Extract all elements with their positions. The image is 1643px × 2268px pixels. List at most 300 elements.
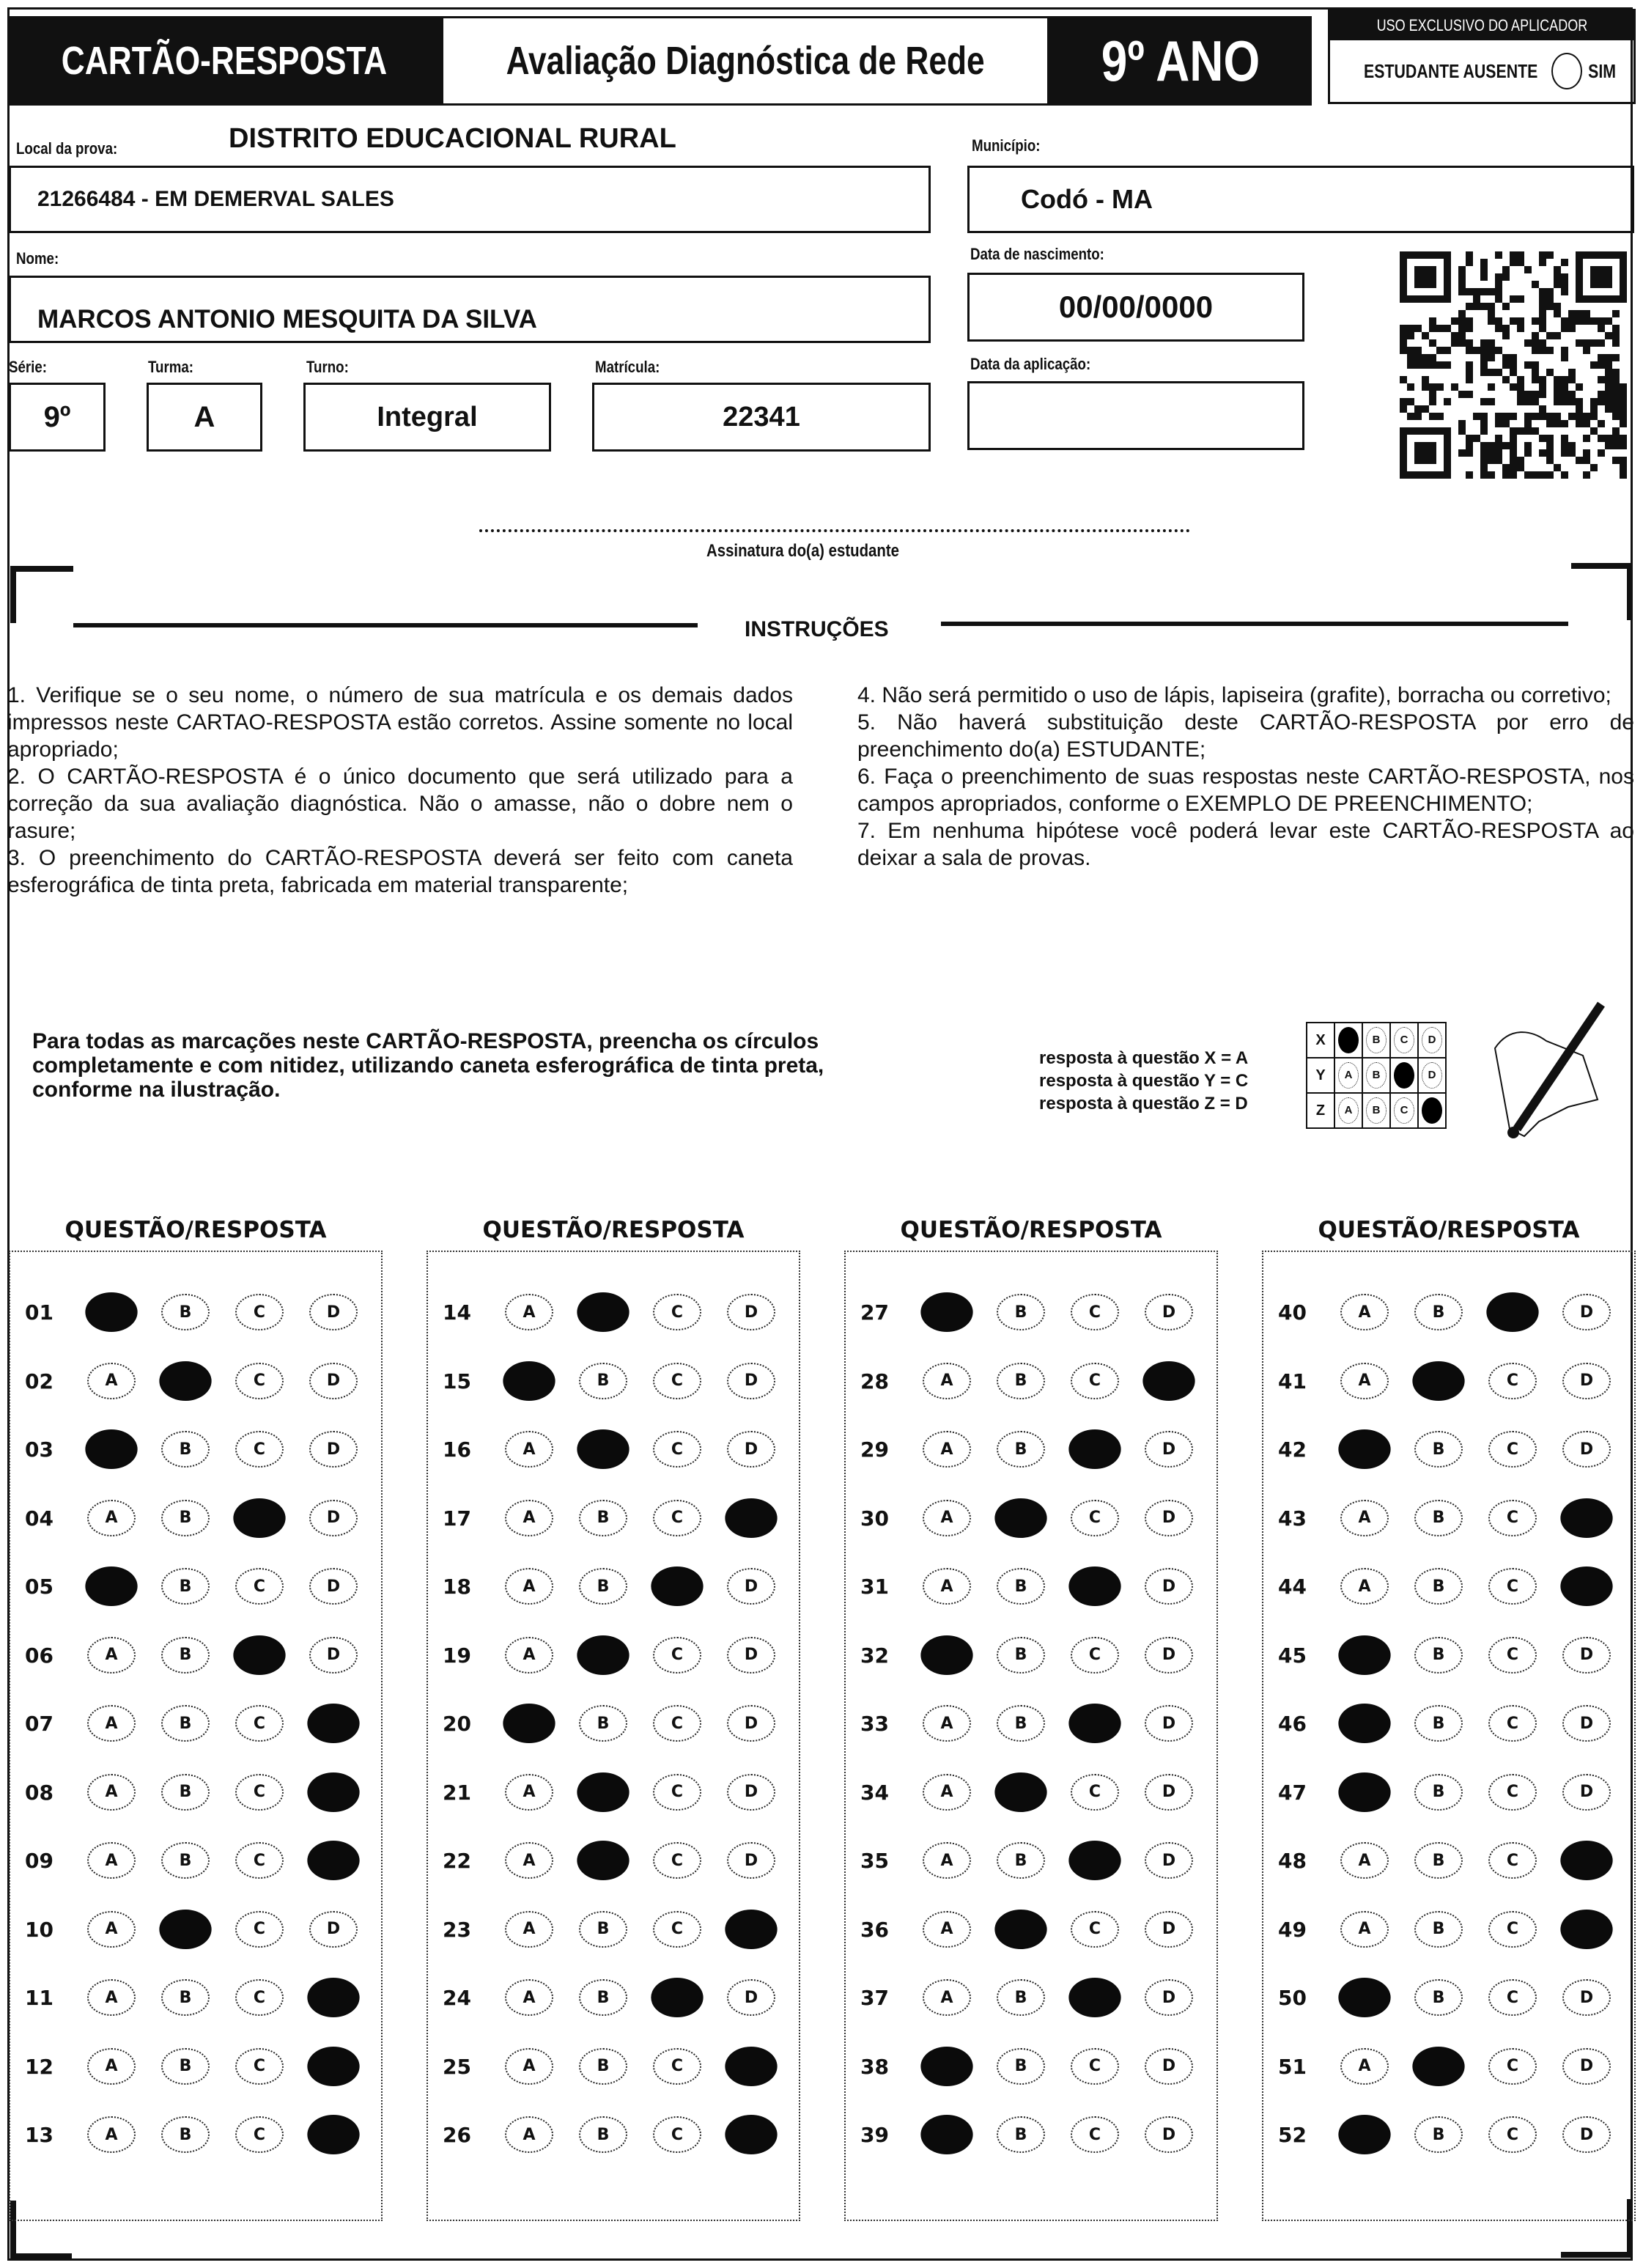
answer-bubble-d[interactable] — [307, 1772, 359, 1812]
evaluation-title-box — [441, 16, 1049, 106]
answer-bubble-c[interactable]: C — [235, 1431, 284, 1468]
answer-bubble-c[interactable]: C — [1488, 2116, 1537, 2153]
answer-bubble-b[interactable]: B — [161, 1774, 210, 1811]
answer-bubble-c[interactable]: C — [235, 1911, 284, 1948]
question-number: 40 — [1278, 1300, 1307, 1325]
question-number: 31 — [860, 1575, 889, 1599]
grade-label: 9º ANO — [1101, 28, 1260, 93]
answer-bubble-a[interactable] — [1338, 1635, 1390, 1675]
answer-bubble-d[interactable] — [1560, 1566, 1612, 1606]
question-number: 51 — [1278, 2054, 1307, 2079]
answer-bubble-b[interactable]: B — [161, 1979, 210, 2016]
answer-bubble-d[interactable]: D — [1145, 2048, 1193, 2085]
answer-bubble-d[interactable] — [1560, 1841, 1612, 1880]
absent-option-label: SIM — [1587, 59, 1616, 82]
answer-bubble-c[interactable]: C — [1488, 1705, 1537, 1742]
answer-bubble-d[interactable]: D — [1145, 1431, 1193, 1468]
answer-bubble-c[interactable]: C — [1488, 1637, 1537, 1674]
answer-bubble-d[interactable] — [307, 1704, 359, 1743]
answer-bubble-b[interactable]: B — [1414, 1774, 1463, 1811]
answer-bubble-c[interactable] — [1068, 1978, 1120, 2017]
turno-label: Turno: — [306, 358, 349, 376]
answer-bubble-d[interactable] — [1560, 1498, 1612, 1538]
municipio-label: Município: — [972, 136, 1041, 155]
answer-bubble-c[interactable]: C — [653, 1705, 701, 1742]
instructions-title: INSTRUÇÕES — [745, 617, 889, 641]
answer-bubble-b[interactable]: B — [997, 1842, 1045, 1879]
answer-bubble-d[interactable]: D — [1562, 2116, 1611, 2153]
answer-bubble-c[interactable]: C — [1071, 1363, 1119, 1399]
answer-bubble-c[interactable]: C — [1488, 1431, 1537, 1468]
answer-bubble-d[interactable]: D — [1145, 1979, 1193, 2016]
answer-bubble-b[interactable]: B — [1414, 1842, 1463, 1879]
question-number: 21 — [443, 1780, 471, 1805]
answer-row — [10, 1493, 381, 1544]
answer-bubble-a[interactable]: A — [923, 1705, 971, 1742]
answer-bubble-b[interactable]: B — [161, 1568, 210, 1605]
question-number: 05 — [25, 1575, 53, 1599]
answer-bubble-a[interactable]: A — [87, 1774, 136, 1811]
answer-bubble-a[interactable]: A — [923, 1363, 971, 1399]
example-bubble: B — [1366, 1027, 1387, 1053]
example-cell — [1418, 1093, 1446, 1128]
answer-bubble-c[interactable]: C — [1488, 1568, 1537, 1605]
answer-row — [428, 2041, 799, 2093]
corner-mark-bottom-left — [10, 2253, 72, 2259]
answer-row — [846, 1287, 1216, 1339]
question-number: 52 — [1278, 2123, 1307, 2147]
answer-bubble-c[interactable]: C — [1488, 1774, 1537, 1811]
question-number: 26 — [443, 2123, 471, 2147]
answer-bubble-b[interactable] — [1412, 2047, 1464, 2086]
answer-bubble-a[interactable]: A — [923, 1774, 971, 1811]
answer-bubble-a[interactable] — [1338, 1978, 1390, 2017]
answer-bubble-a[interactable]: A — [1340, 1911, 1389, 1948]
answer-bubble-a[interactable]: A — [1340, 1294, 1389, 1330]
question-number: 23 — [443, 1917, 471, 1942]
answer-row — [846, 1836, 1216, 1887]
answer-row — [846, 1904, 1216, 1956]
answer-row — [846, 1973, 1216, 2024]
answer-bubble-a[interactable]: A — [505, 2116, 553, 2153]
answer-bubble-b[interactable]: B — [997, 1637, 1045, 1674]
answer-bubble-b[interactable]: B — [161, 1500, 210, 1536]
serie-field: 9º — [9, 383, 106, 452]
answer-bubble-c[interactable]: C — [235, 1979, 284, 2016]
answer-bubble-c[interactable]: C — [653, 1774, 701, 1811]
answer-bubble-a[interactable]: A — [505, 1911, 553, 1948]
answer-bubble-b[interactable]: B — [1414, 1294, 1463, 1330]
answer-bubble-b[interactable]: B — [997, 2116, 1045, 2153]
instruction-item: 4. Não será permitido o uso de lápis, lapiseira (grafite), borracha ou corretivo; — [857, 683, 1611, 707]
absent-label: ESTUDANTE AUSENTE — [1364, 59, 1538, 82]
answer-bubble-d[interactable]: D — [727, 1363, 775, 1399]
answer-bubble-a[interactable]: A — [87, 1911, 136, 1948]
question-number: 39 — [860, 2123, 889, 2147]
answer-bubble-d[interactable]: D — [309, 1500, 358, 1536]
answer-bubble-d[interactable]: D — [309, 1363, 358, 1399]
answer-bubble-a[interactable] — [920, 1292, 972, 1332]
answer-bubble-d[interactable]: D — [1145, 1637, 1193, 1674]
answer-bubble-b[interactable]: B — [161, 1294, 210, 1330]
answer-bubble-c[interactable]: C — [1071, 1637, 1119, 1674]
answer-bubble-a[interactable]: A — [923, 1911, 971, 1948]
answer-bubble-b[interactable]: B — [1414, 1979, 1463, 2016]
example-bubble: D — [1422, 1027, 1442, 1053]
answer-bubble-a[interactable]: A — [923, 1431, 971, 1468]
answer-bubble-b[interactable]: B — [997, 1431, 1045, 1468]
absent-checkbox[interactable] — [1551, 53, 1582, 89]
answer-bubble-c[interactable]: C — [653, 1500, 701, 1536]
answer-bubble-a[interactable] — [1338, 2115, 1390, 2154]
answer-bubble-d[interactable]: D — [1145, 2116, 1193, 2153]
answer-bubble-c[interactable]: C — [1488, 1911, 1537, 1948]
answer-bubble-b[interactable]: B — [161, 1637, 210, 1674]
answer-bubble-a[interactable] — [920, 2047, 972, 2086]
example-cell — [1390, 1058, 1418, 1093]
answer-bubble-b[interactable]: B — [1414, 1705, 1463, 1742]
answer-bubble-b[interactable]: B — [1414, 2116, 1463, 2153]
answer-bubble-a[interactable]: A — [87, 1979, 136, 2016]
question-number: 19 — [443, 1643, 471, 1668]
signature-line[interactable] — [479, 529, 1190, 532]
answer-bubble-a[interactable]: A — [1340, 1363, 1389, 1399]
answer-bubble-d[interactable]: D — [1145, 1911, 1193, 1948]
answer-row — [10, 1973, 381, 2024]
answer-bubble-c[interactable]: C — [1071, 1294, 1119, 1330]
answer-bubble-a[interactable] — [1338, 1429, 1390, 1469]
answer-bubble-d[interactable]: D — [1145, 1500, 1193, 1536]
answer-bubble-b[interactable]: B — [1414, 1500, 1463, 1536]
answer-bubble-a[interactable]: A — [1340, 2048, 1389, 2085]
question-number: 37 — [860, 1986, 889, 2010]
answer-bubble-a[interactable]: A — [87, 1363, 136, 1399]
answer-bubble-d[interactable]: D — [1562, 1774, 1611, 1811]
answer-bubble-b[interactable]: B — [161, 2116, 210, 2153]
answer-bubble-c[interactable]: C — [235, 1294, 284, 1330]
answer-bubble-b[interactable]: B — [579, 1500, 627, 1536]
answer-bubble-a[interactable]: A — [505, 1637, 553, 1674]
answer-bubble-c[interactable]: C — [235, 2048, 284, 2085]
answer-bubble-b[interactable]: B — [997, 1363, 1045, 1399]
answer-bubble-b[interactable]: B — [1414, 1637, 1463, 1674]
example-row-label: X — [1307, 1023, 1334, 1058]
answer-row — [846, 1630, 1216, 1682]
answer-bubble-d[interactable] — [307, 1978, 359, 2017]
question-number: 24 — [443, 1986, 471, 2010]
answer-bubble-d[interactable]: D — [309, 1294, 358, 1330]
corner-mark-top-right — [1571, 563, 1633, 569]
answer-bubble-c[interactable]: C — [653, 1363, 701, 1399]
answer-bubble-a[interactable]: A — [87, 1637, 136, 1674]
answer-bubble-c[interactable] — [651, 1978, 703, 2017]
answer-bubble-c[interactable]: C — [235, 1705, 284, 1742]
answer-bubble-d[interactable]: D — [1145, 1568, 1193, 1605]
answer-bubble-d[interactable]: D — [727, 1979, 775, 2016]
aplicacao-label: Data da aplicação: — [970, 355, 1091, 373]
question-number: 01 — [25, 1300, 53, 1325]
answer-bubble-b[interactable]: B — [997, 2048, 1045, 2085]
answer-bubble-b[interactable]: B — [161, 1842, 210, 1879]
answer-bubble-c[interactable]: C — [235, 1363, 284, 1399]
answer-bubble-b[interactable] — [577, 1841, 629, 1880]
answer-bubble-a[interactable]: A — [505, 1979, 553, 2016]
answer-bubble-d[interactable] — [725, 2115, 777, 2154]
answer-bubble-c[interactable]: C — [1071, 2048, 1119, 2085]
answer-bubble-d[interactable]: D — [727, 1568, 775, 1605]
column-header: QUESTÃO/RESPOSTA — [482, 1217, 745, 1243]
answer-bubble-a[interactable]: A — [923, 1979, 971, 2016]
answer-bubble-d[interactable] — [307, 2047, 359, 2086]
answer-row — [1263, 2110, 1634, 2161]
answer-bubble-a[interactable]: A — [1340, 1842, 1389, 1879]
answer-bubble-a[interactable]: A — [87, 1842, 136, 1879]
answer-bubble-b[interactable] — [994, 1498, 1046, 1538]
answer-bubble-b[interactable] — [577, 1635, 629, 1675]
answer-row — [1263, 1698, 1634, 1750]
answer-bubble-c[interactable] — [1068, 1704, 1120, 1743]
answer-bubble-c[interactable]: C — [653, 1911, 701, 1948]
answer-bubble-a[interactable] — [920, 1635, 972, 1675]
answer-bubble-c[interactable]: C — [653, 2048, 701, 2085]
card-title: CARTÃO-RESPOSTA — [61, 39, 388, 83]
answer-bubble-a[interactable] — [1338, 1772, 1390, 1812]
answer-bubble-d[interactable]: D — [1562, 2048, 1611, 2085]
answer-bubble-b[interactable]: B — [997, 1568, 1045, 1605]
answer-row — [428, 1356, 799, 1407]
answer-bubble-a[interactable]: A — [1340, 1500, 1389, 1536]
answer-bubble-c[interactable]: C — [653, 1637, 701, 1674]
example-fill-table — [1306, 1022, 1447, 1129]
question-number: 44 — [1278, 1575, 1307, 1599]
answer-bubble-b[interactable]: B — [579, 2116, 627, 2153]
answer-bubble-d[interactable] — [1560, 1910, 1612, 1949]
answer-bubble-b[interactable]: B — [579, 1363, 627, 1399]
answer-bubble-c[interactable]: C — [1071, 2116, 1119, 2153]
answer-bubble-d[interactable]: D — [1562, 1979, 1611, 2016]
answer-bubble-b[interactable]: B — [997, 1705, 1045, 1742]
answer-bubble-d[interactable] — [725, 1910, 777, 1949]
answer-bubble-b[interactable]: B — [161, 2048, 210, 2085]
answer-bubble-c[interactable] — [1486, 1292, 1538, 1332]
answer-bubble-a[interactable] — [503, 1704, 555, 1743]
answer-bubble-b[interactable] — [577, 1292, 629, 1332]
answer-bubble-a[interactable]: A — [505, 1774, 553, 1811]
answer-bubble-d[interactable]: D — [1562, 1294, 1611, 1330]
answer-bubble-d[interactable]: D — [1145, 1705, 1193, 1742]
answer-bubble-d[interactable]: D — [727, 1431, 775, 1468]
answer-bubble-d[interactable]: D — [309, 1568, 358, 1605]
answer-row — [1263, 1287, 1634, 1339]
question-number: 15 — [443, 1369, 471, 1393]
answer-bubble-b[interactable]: B — [1414, 1911, 1463, 1948]
answer-bubble-a[interactable]: A — [87, 2048, 136, 2085]
answer-bubble-c[interactable] — [1068, 1429, 1120, 1469]
answer-bubble-a[interactable]: A — [923, 1500, 971, 1536]
instruction-item: 1. Verifique se o seu nome, o número de sua matrícula e os demais dados impressos neste CARTAO-RESPOSTA estão corretos. Assine somente no local apropriado; — [7, 683, 793, 762]
answer-bubble-d[interactable] — [725, 2047, 777, 2086]
answer-bubble-a[interactable]: A — [87, 1500, 136, 1536]
answer-bubble-d[interactable]: D — [727, 1294, 775, 1330]
answer-bubble-d[interactable]: D — [1562, 1637, 1611, 1674]
answer-column — [844, 1251, 1218, 2221]
answer-bubble-c[interactable]: C — [1071, 1774, 1119, 1811]
answer-bubble-d[interactable]: D — [309, 1911, 358, 1948]
answer-bubble-a[interactable] — [85, 1566, 137, 1606]
answer-bubble-d[interactable]: D — [727, 1774, 775, 1811]
answer-bubble-b[interactable]: B — [1414, 1568, 1463, 1605]
question-number: 08 — [25, 1780, 53, 1805]
answer-bubble-a[interactable]: A — [923, 1842, 971, 1879]
answer-bubble-a[interactable]: A — [923, 1568, 971, 1605]
answer-bubble-d[interactable] — [307, 2115, 359, 2154]
answer-bubble-c[interactable] — [651, 1566, 703, 1606]
question-number: 30 — [860, 1506, 889, 1531]
answer-bubble-a[interactable] — [503, 1361, 555, 1401]
answer-bubble-d[interactable] — [725, 1498, 777, 1538]
question-number: 28 — [860, 1369, 889, 1393]
answer-bubble-c[interactable]: C — [1488, 1500, 1537, 1536]
answer-bubble-b[interactable]: B — [1414, 1431, 1463, 1468]
example-bubble: A — [1338, 1097, 1359, 1124]
corner-mark-bottom-right — [1561, 2252, 1633, 2258]
answer-bubble-b[interactable]: B — [579, 1568, 627, 1605]
example-legend-item: resposta à questão Y = C — [1039, 1071, 1249, 1091]
question-number: 38 — [860, 2054, 889, 2079]
answer-bubble-c[interactable]: C — [653, 1842, 701, 1879]
example-row — [1307, 1023, 1446, 1058]
instruction-item: 2. O CARTÃO-RESPOSTA é o único documento que será utilizado para a correção da sua avaliação diagnóstica. Não o amasse, não o dobre nem o rasure; — [7, 765, 793, 843]
answer-bubble-b[interactable]: B — [161, 1431, 210, 1468]
answer-bubble-a[interactable] — [85, 1429, 137, 1469]
answer-bubble-c[interactable]: C — [235, 1842, 284, 1879]
question-number: 13 — [25, 2123, 53, 2147]
corner-mark-top-left — [10, 566, 73, 572]
answer-bubble-b[interactable]: B — [579, 2048, 627, 2085]
answer-bubble-a[interactable]: A — [505, 2048, 553, 2085]
answer-row — [1263, 1493, 1634, 1544]
answer-bubble-a[interactable]: A — [87, 2116, 136, 2153]
nascimento-field: 00/00/0000 — [967, 273, 1304, 342]
answer-row — [10, 1767, 381, 1819]
answer-row — [428, 1630, 799, 1682]
example-instructions: Para todas as marcações neste CARTÃO-RESPOSTA, preencha os círculos completamente e com nitidez, utilizando caneta esferográfica de tinta preta, conforme na ilustração. — [32, 1029, 824, 1102]
answer-bubble-b[interactable]: B — [579, 1911, 627, 1948]
answer-row — [10, 1836, 381, 1887]
answer-row — [10, 1424, 381, 1476]
example-bubble: B — [1366, 1062, 1387, 1089]
answer-bubble-c[interactable]: C — [653, 1431, 701, 1468]
answer-bubble-b[interactable]: B — [579, 1979, 627, 2016]
question-number: 45 — [1278, 1643, 1307, 1668]
answer-row — [428, 1836, 799, 1887]
answer-bubble-a[interactable] — [920, 2115, 972, 2154]
matricula-field: 22341 — [592, 383, 931, 452]
answer-bubble-a[interactable]: A — [505, 1500, 553, 1536]
answer-bubble-a[interactable]: A — [505, 1842, 553, 1879]
answer-bubble-b[interactable]: B — [997, 1979, 1045, 2016]
answer-bubble-d[interactable]: D — [1145, 1294, 1193, 1330]
answer-bubble-b[interactable] — [994, 1772, 1046, 1812]
answer-bubble-c[interactable] — [233, 1498, 285, 1538]
question-number: 16 — [443, 1437, 471, 1462]
answer-bubble-a[interactable] — [1338, 1704, 1390, 1743]
answer-bubble-c[interactable]: C — [235, 1774, 284, 1811]
answer-bubble-c[interactable]: C — [1488, 2048, 1537, 2085]
answer-bubble-c[interactable]: C — [235, 2116, 284, 2153]
answer-bubble-d[interactable] — [1142, 1361, 1195, 1401]
answer-bubble-b[interactable] — [577, 1772, 629, 1812]
example-row — [1307, 1093, 1446, 1128]
answer-bubble-b[interactable] — [577, 1429, 629, 1469]
matricula-label: Matrícula: — [595, 358, 660, 376]
answer-bubble-b[interactable]: B — [997, 1294, 1045, 1330]
answer-bubble-b[interactable]: B — [579, 1705, 627, 1742]
answer-bubble-d[interactable] — [307, 1841, 359, 1880]
answer-bubble-c[interactable]: C — [1488, 1842, 1537, 1879]
instructions-rule-right — [941, 622, 1568, 626]
answer-row — [1263, 1630, 1634, 1682]
answer-bubble-d[interactable]: D — [727, 1842, 775, 1879]
example-row-label: Y — [1307, 1058, 1334, 1093]
applicator-box-title: USO EXCLUSIVO DO APLICADOR — [1330, 11, 1633, 40]
answer-bubble-d[interactable]: D — [1562, 1363, 1611, 1399]
signature-label: Assinatura do(a) estudante — [706, 541, 899, 561]
answer-bubble-b[interactable] — [159, 1910, 211, 1949]
aplicacao-field[interactable] — [967, 381, 1304, 450]
example-cell — [1334, 1093, 1362, 1128]
answer-bubble-c[interactable]: C — [1071, 1500, 1119, 1536]
question-number: 04 — [25, 1506, 53, 1531]
answer-bubble-d[interactable]: D — [1145, 1842, 1193, 1879]
answer-bubble-c[interactable] — [1068, 1841, 1120, 1880]
answer-bubble-d[interactable]: D — [1562, 1705, 1611, 1742]
answer-bubble-c[interactable]: C — [653, 2116, 701, 2153]
answer-bubble-c[interactable] — [233, 1635, 285, 1675]
answer-bubble-d[interactable]: D — [309, 1431, 358, 1468]
answer-bubble-b[interactable]: B — [161, 1705, 210, 1742]
answer-bubble-c[interactable]: C — [653, 1294, 701, 1330]
answer-column — [1262, 1251, 1636, 2221]
answer-bubble-c[interactable]: C — [1488, 1979, 1537, 2016]
answer-bubble-a[interactable]: A — [1340, 1568, 1389, 1605]
answer-row — [428, 2110, 799, 2161]
answer-bubble-b[interactable] — [159, 1361, 211, 1401]
answer-bubble-d[interactable]: D — [727, 1637, 775, 1674]
answer-bubble-c[interactable]: C — [1071, 1911, 1119, 1948]
question-number: 48 — [1278, 1849, 1307, 1873]
answer-bubble-c[interactable]: C — [235, 1568, 284, 1605]
answer-bubble-d[interactable]: D — [727, 1705, 775, 1742]
answer-bubble-c[interactable]: C — [1488, 1363, 1537, 1399]
answer-bubble-b[interactable] — [994, 1910, 1046, 1949]
example-bubble — [1422, 1097, 1442, 1124]
column-header: QUESTÃO/RESPOSTA — [1318, 1217, 1580, 1243]
answer-bubble-b[interactable] — [1412, 1361, 1464, 1401]
answer-bubble-a[interactable]: A — [87, 1705, 136, 1742]
answer-bubble-d[interactable]: D — [1562, 1431, 1611, 1468]
answer-row — [1263, 1424, 1634, 1476]
answer-bubble-d[interactable]: D — [1145, 1774, 1193, 1811]
answer-bubble-a[interactable]: A — [505, 1431, 553, 1468]
answer-bubble-a[interactable]: A — [505, 1568, 553, 1605]
answer-bubble-a[interactable] — [85, 1292, 137, 1332]
question-number: 03 — [25, 1437, 53, 1462]
answer-bubble-a[interactable]: A — [505, 1294, 553, 1330]
example-cell — [1390, 1093, 1418, 1128]
answer-bubble-c[interactable] — [1068, 1566, 1120, 1606]
answer-bubble-d[interactable]: D — [309, 1637, 358, 1674]
